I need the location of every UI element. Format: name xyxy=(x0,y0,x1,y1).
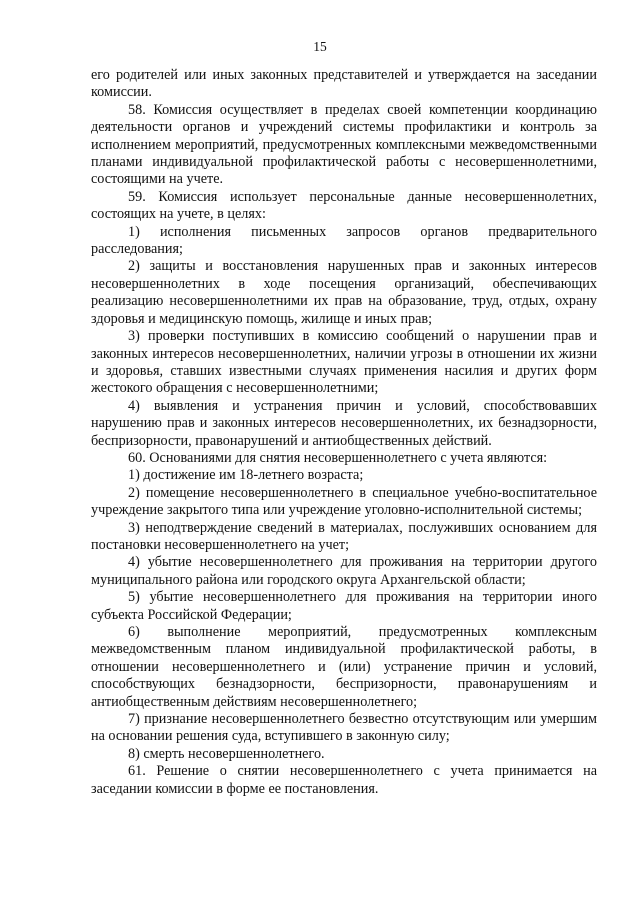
document-body xyxy=(91,67,597,798)
paragraph-continuation: его родителей или иных законных представителей и утверждается на заседании комиссии. xyxy=(91,67,597,101)
list-item-59-2: 2) защиты и восстановления нарушенных прав и законных интересов несовершеннолетних в ходе посещения организаций, обеспечивающих реализацию несовершеннолетними их прав на образование, труд, отдых, охрану здоровья и медицинскую помощь, жилище и иных прав; xyxy=(91,258,597,327)
list-item-59-4: 4) выявления и устранения причин и условий, способствовавших нарушению прав и законных интересов несовершеннолетних, их безнадзорности, беспризорности, правонарушений и антиобщественных действий. xyxy=(91,397,597,449)
paragraph-58: 58. Комиссия осуществляет в пределах своей компетенции координацию деятельности органов и учреждений системы профилактики и контроль за исполнением мероприятий, предусмотренных комплексными межведомственными планами индивидуальной профилактической работы с несовершеннолетними, состоящими на учете. xyxy=(91,101,597,188)
list-item-60-2: 2) помещение несовершеннолетнего в специальное учебно-воспитательное учреждение закрытого типа или учреждение уголовно-исполнительной системы; xyxy=(91,484,597,519)
list-item-59-1: 1) исполнения письменных запросов органов предварительного расследования; xyxy=(91,223,597,258)
list-item-60-8: 8) смерть несовершеннолетнего. xyxy=(128,745,325,762)
list-item-60-1: 1) достижение им 18-летнего возраста; xyxy=(128,467,364,484)
list-item-60-7: 7) признание несовершеннолетнего безвестно отсутствующим или умершим на основании решения суда, вступившего в законную силу; xyxy=(91,711,597,745)
list-item-60-3: 3) неподтверждение сведений в материалах, послуживших основанием для постановки несовершеннолетнего на учет; xyxy=(91,519,597,553)
list-item-60-6: 6) выполнение мероприятий, предусмотренных комплексным межведомственным планом индивидуальной профилактической работы, в отношении несовершеннолетнего и (или) устранение причин и условий, способствующих безнадзорности, беспризорности, правонарушениям и антиобщественным действиям несовершеннолетнего; xyxy=(91,624,597,710)
list-item-60-5: 5) убытие несовершеннолетнего для проживания на территории иного субъекта Российской Федерации; xyxy=(91,589,597,623)
paragraph-61: 61. Решение о снятии несовершеннолетнего с учета принимается на заседании комиссии в форме ее постановления. xyxy=(91,763,597,797)
page-number: 15 xyxy=(313,39,327,54)
list-item-59-3: 3) проверки поступивших в комиссию сообщений о нарушении прав и законных интересов несовершеннолетних, наличии угрозы в отношении их жизни и здоровья, ставших известными случаях применения насилия и других форм жестокого обращения с несовершеннолетними; xyxy=(91,328,597,397)
paragraph-59: 59. Комиссия использует персональные данные несовершеннолетних, состоящих на учете, в целях: xyxy=(91,188,597,223)
list-item-60-4: 4) убытие несовершеннолетнего для проживания на территории другого муниципального района или городского округа Архангельской области; xyxy=(91,554,597,588)
paragraph-60: 60. Основаниями для снятия несовершеннолетнего с учета являются: xyxy=(128,449,548,466)
